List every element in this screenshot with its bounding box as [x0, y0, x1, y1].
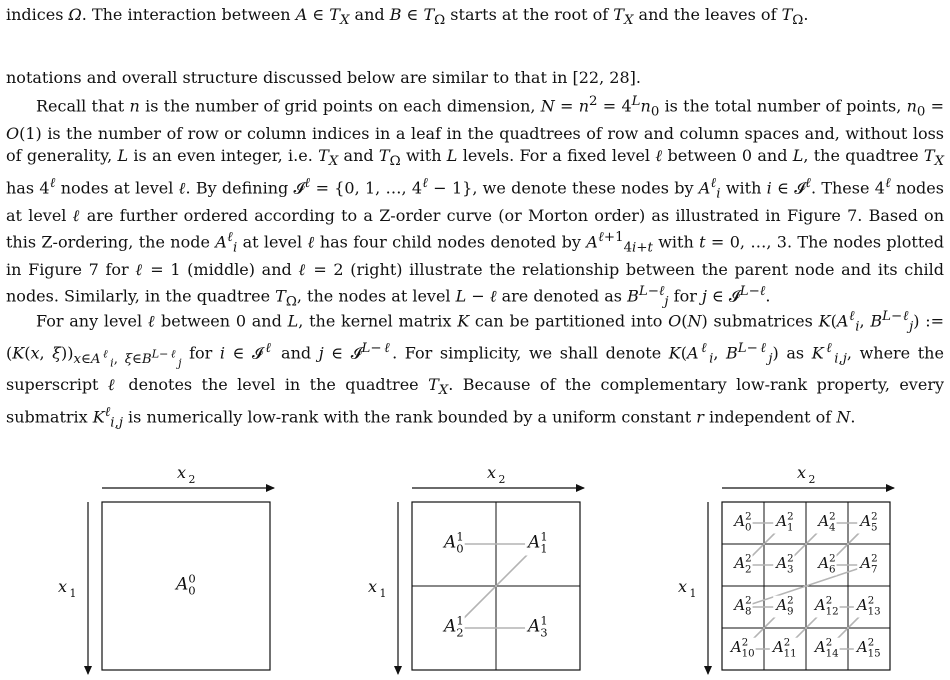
node-label-A-14: $A^2$ 14 [814, 637, 839, 660]
quadtree-panel-level-2 [670, 455, 930, 680]
node-label-A-13: $A^2$ 13 [856, 595, 881, 618]
node-label-A-6: $A^2$ 6 [818, 553, 836, 576]
x2-axis-label: x 2 [487, 463, 506, 486]
node-label-A-11: $A^2$ 11 [772, 637, 797, 660]
x1-axis-label: x 1 [58, 577, 77, 600]
x1-axis-label: x 1 [678, 577, 697, 600]
paragraph-kernel-partition: For any level ℓ between 0 and L, the kernel matrix K can be partitioned into O(N) submatrices $K(A^\ell_i$, $B^{L-\ell}_j$) := (K(x, $\xi))_{x\in A^\ell_i, \xi\in B^{L-\ell}_j}$ for i ∈ 𝓘$^\ell$ and j ∈ 𝓘$^{L-\ell}$. For simplicity, we shall denote $K(A^\ell_i$, $B^{L-\ell}_j$) as $K^\ell_{i,j}$, where the superscript ℓ denotes the level in the quadtree $T_X$. Because of the complementary low-rank property, every submatrix $K^\ell_{i,j}$ is numerically low-rank with the rank bounded by a uniform constant r independent of N. [6, 309, 945, 431]
quadtree-figure-level-1 [360, 455, 620, 680]
node-label-A-2: $A^1$ 2 [444, 613, 464, 640]
quadtree-figure-level-2 [670, 455, 930, 680]
quadtree-panel-level-1 [360, 455, 620, 680]
x2-axis-label: x 2 [797, 463, 816, 486]
quadtree-panel-level-0 [50, 455, 310, 680]
node-label-A-0: $A^0$ 0 [176, 571, 196, 598]
node-label-A-8: $A^2$ 8 [734, 595, 752, 618]
node-label-A-9: $A^2$ 9 [776, 595, 794, 618]
node-label-A-3: $A^2$ 3 [776, 553, 794, 576]
node-label-A-12: $A^2$ 12 [814, 595, 839, 618]
node-label-A-0: $A^1$ 0 [444, 529, 464, 556]
node-label-A-1: $A^1$ 1 [528, 529, 548, 556]
quadtree-figure-level-0 [50, 455, 310, 680]
node-label-A-4: $A^2$ 4 [818, 511, 836, 534]
node-label-A-2: $A^2$ 2 [734, 553, 752, 576]
figure-caption-tail: indices Ω. The interaction between A ∈ $T_X$ and B ∈ $T_\Omega$ starts at the root of $T_X$ and the leaves of $T_\Omega$. [6, 5, 809, 29]
node-label-A-7: $A^2$ 7 [860, 553, 878, 576]
node-label-A-10: $A^2$ 10 [730, 637, 755, 660]
node-label-A-15: $A^2$ 15 [856, 637, 881, 660]
paragraph-quadtree-definition: Recall that n is the number of grid points on each dimension, $N = n^2 = 4^Ln_0$ is the total number of points, $n_0 = O(1)$ is the number of row or column indices in a leaf in the quadtrees of row and column spaces and, without loss of generality, L is an even integer, i.e. $T_X$ and $T_\Omega$ with L levels. For a fixed level ℓ between 0 and L, the quadtree $T_X$ has $4^\ell$ nodes at level ℓ. By defining 𝓘$^\ell$ = {0, 1, …, $4^\ell - 1$}, we denote these nodes by $A^\ell_i$ with i ∈ 𝓘$^\ell$. These $4^\ell$ nodes at level ℓ are further ordered according to a Z-order curve (or Morton order) as illustrated in Figure 7. Based on this Z-ordering, the node $A^\ell_i$ at level ℓ has four child nodes denoted by $A^{\ell+1}_{4i+t}$ with t = 0, …, 3. The nodes plotted in Figure 7 for ℓ = 1 (middle) and ℓ = 2 (right) illustrate the relationship between the parent node and its child nodes. Similarly, in the quadtree $T_\Omega$, the nodes at level L − ℓ are denoted as $B^{L-\ell}_j$ for j ∈ 𝓘$^{L-\ell}$. [6, 94, 945, 310]
x1-axis-label: x 1 [368, 577, 387, 600]
node-label-A-3: $A^1$ 3 [528, 613, 548, 640]
node-label-A-5: $A^2$ 5 [860, 511, 878, 534]
node-label-A-1: $A^2$ 1 [776, 511, 794, 534]
x2-axis-label: x 2 [177, 463, 196, 486]
paragraph-notations: notations and overall structure discussed below are similar to that in [22, 28]. [6, 68, 641, 87]
node-label-A-0: $A^2$ 0 [734, 511, 752, 534]
